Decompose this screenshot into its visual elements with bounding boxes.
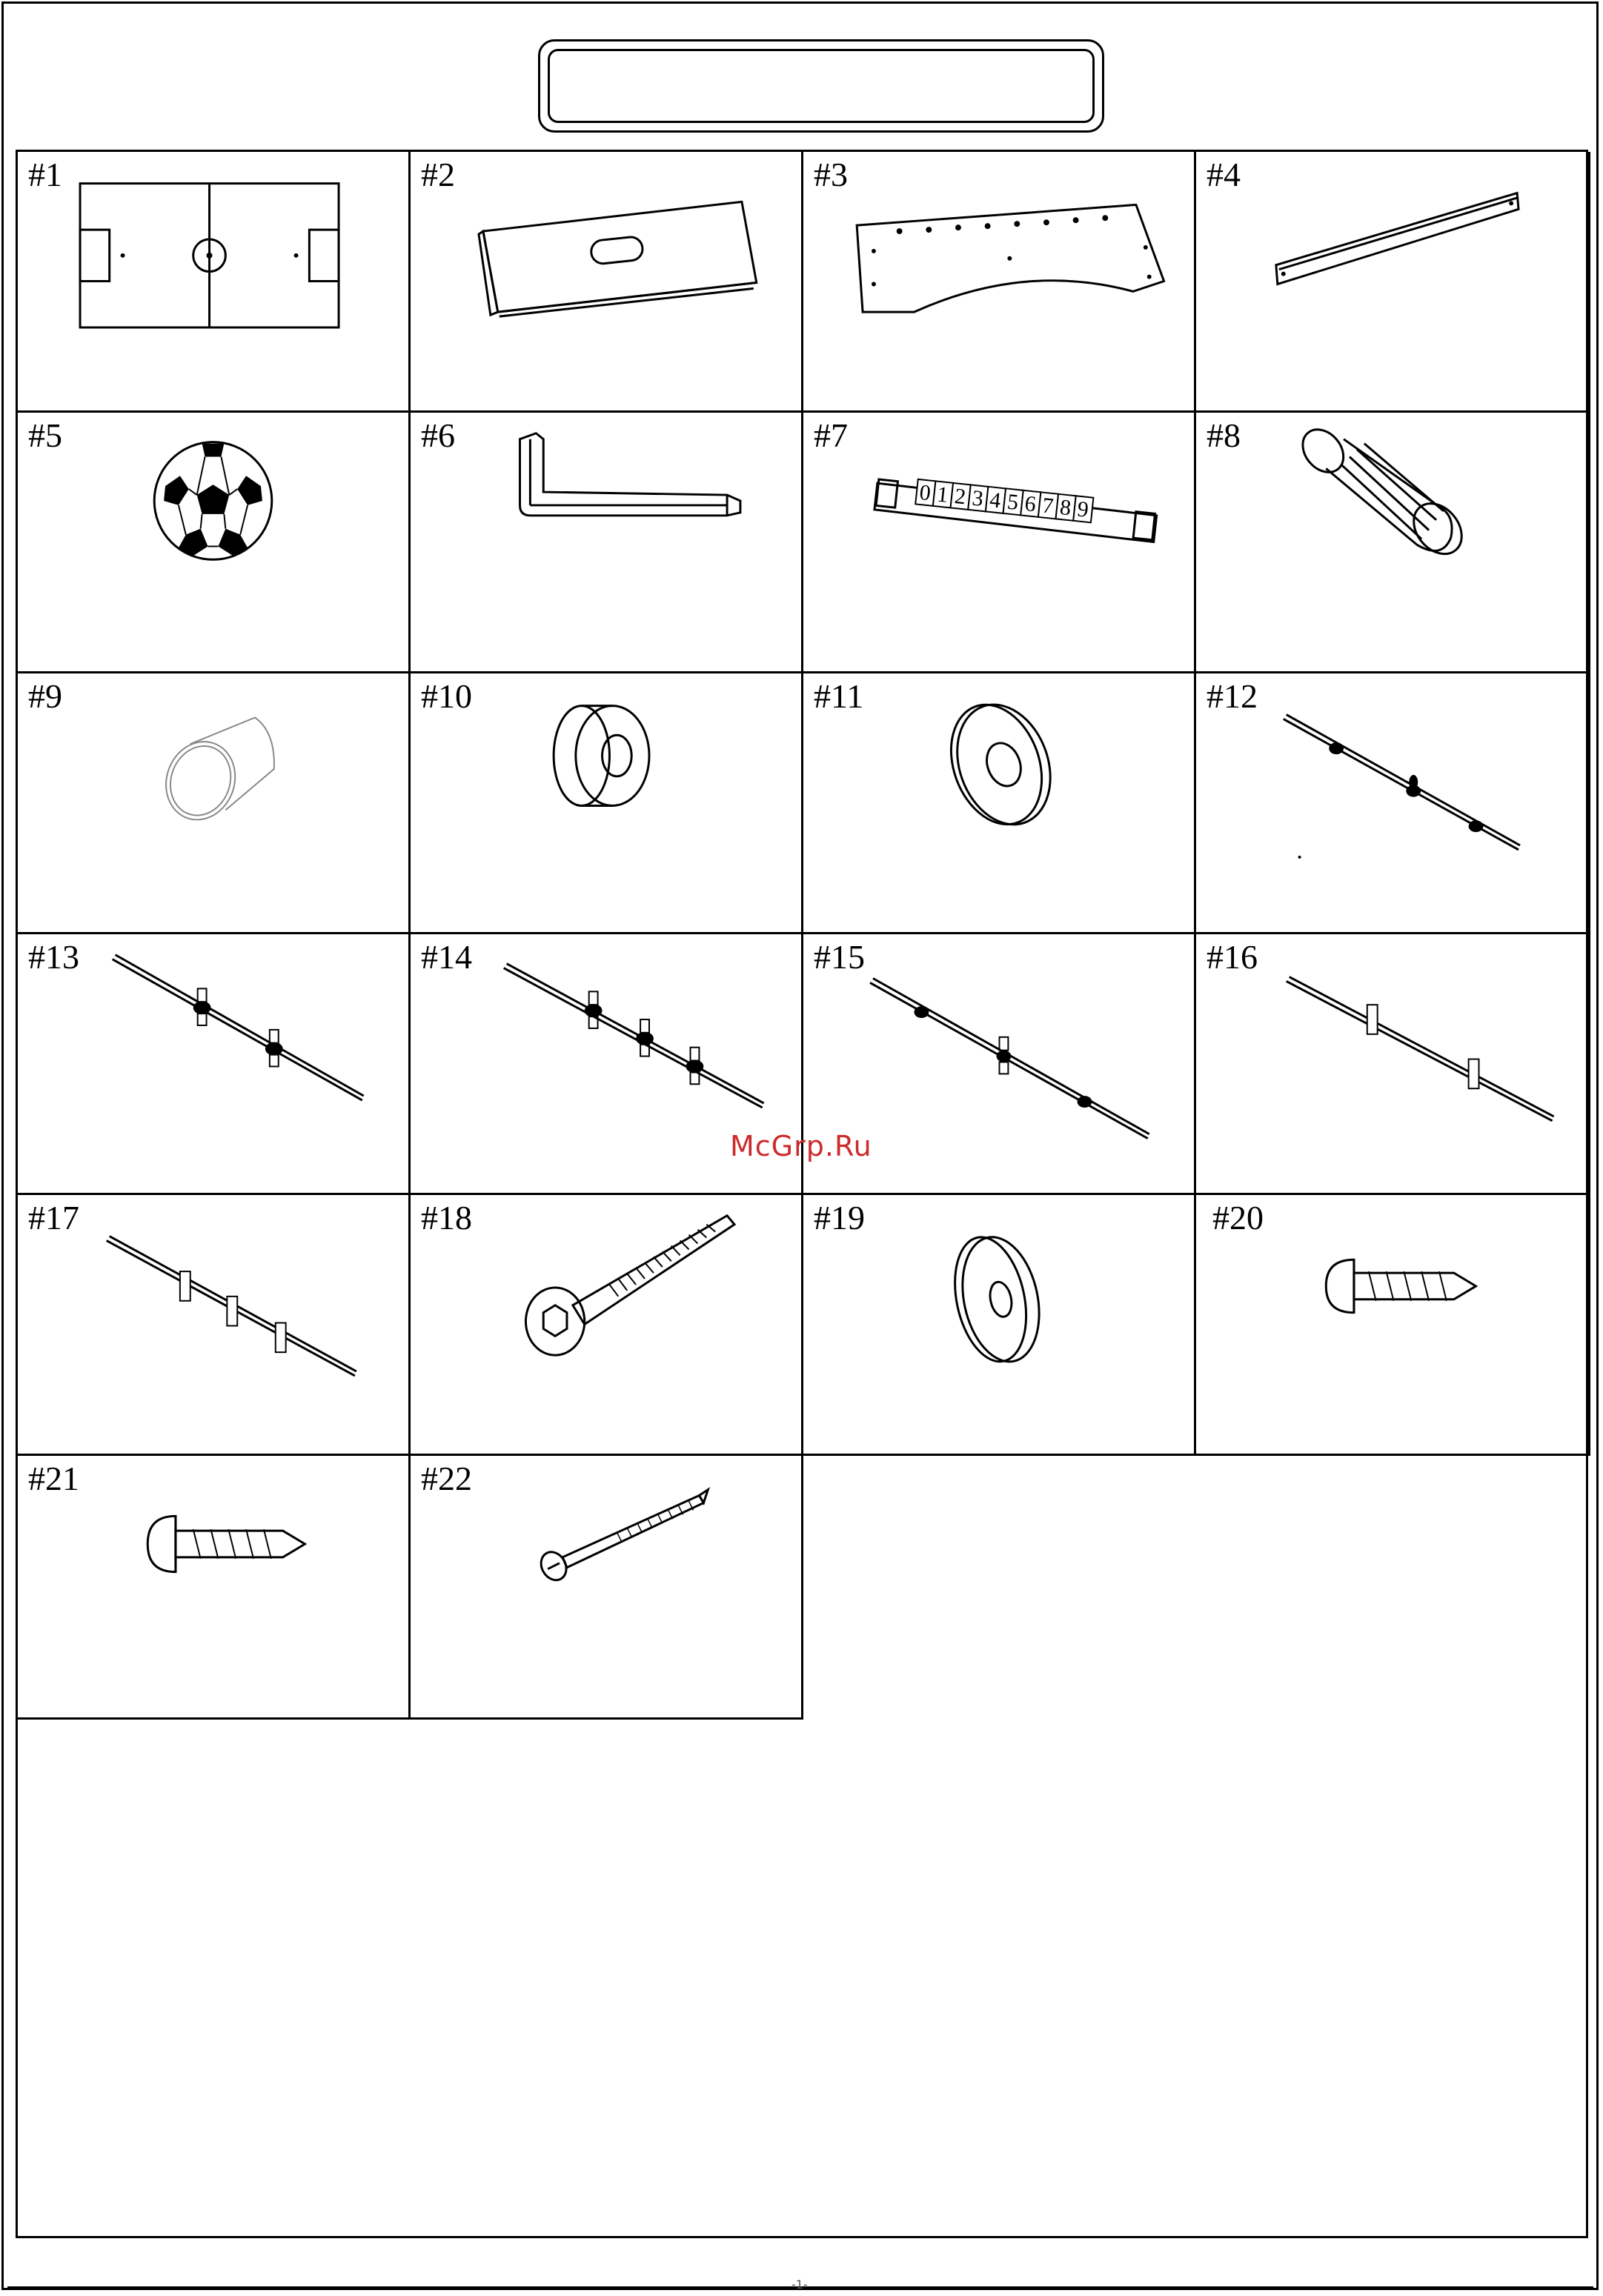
part-cell-12 bbox=[1196, 673, 1590, 934]
part-cell-11 bbox=[803, 673, 1196, 934]
part-cell-21 bbox=[18, 1456, 411, 1720]
part-cell-18 bbox=[411, 1195, 803, 1456]
part-label-12: #12 bbox=[1207, 677, 1258, 715]
bumper-icon bbox=[18, 673, 408, 932]
side-panel-icon bbox=[803, 152, 1194, 410]
title-box bbox=[538, 39, 1104, 133]
rod-icon bbox=[1196, 673, 1588, 932]
score-counter-icon bbox=[803, 413, 1194, 671]
page-number: -1- bbox=[791, 2277, 808, 2292]
part-cell-7 bbox=[803, 413, 1196, 673]
title-box-inner bbox=[548, 49, 1095, 123]
score-digit-3: 3 bbox=[971, 485, 985, 511]
part-cell-3 bbox=[803, 152, 1196, 413]
part-label-22: #22 bbox=[421, 1460, 472, 1497]
score-digit-8: 8 bbox=[1058, 494, 1072, 521]
screw-icon bbox=[18, 1456, 408, 1717]
handle-icon bbox=[1196, 413, 1588, 671]
rod-icon bbox=[18, 934, 408, 1193]
part-label-8: #8 bbox=[1207, 416, 1241, 454]
part-label-19: #19 bbox=[814, 1199, 865, 1237]
part-label-18: #18 bbox=[421, 1199, 472, 1237]
part-label-10: #10 bbox=[421, 677, 472, 715]
part-cell-20 bbox=[1196, 1195, 1590, 1456]
part-label-14: #14 bbox=[421, 938, 472, 976]
end-panel-icon bbox=[411, 152, 801, 410]
part-label-20: #20 bbox=[1212, 1199, 1264, 1237]
ball-icon bbox=[18, 413, 408, 671]
score-digit-5: 5 bbox=[1006, 489, 1020, 515]
part-cell-19 bbox=[803, 1195, 1196, 1456]
washer-ring-icon bbox=[411, 673, 801, 932]
part-cell-13 bbox=[18, 934, 411, 1195]
part-label-11: #11 bbox=[814, 677, 864, 715]
flat-washer-icon bbox=[803, 673, 1194, 932]
score-digit-1: 1 bbox=[935, 482, 950, 508]
screw-icon bbox=[1196, 1195, 1588, 1454]
part-label-9: #9 bbox=[28, 677, 62, 715]
part-label-15: #15 bbox=[814, 938, 865, 976]
part-label-2: #2 bbox=[421, 156, 455, 193]
score-digit-2: 2 bbox=[953, 484, 967, 510]
long-screw-icon bbox=[411, 1456, 801, 1717]
score-digit-7: 7 bbox=[1041, 493, 1055, 519]
part-label-13: #13 bbox=[28, 938, 79, 976]
cross-bar-icon bbox=[1196, 152, 1588, 410]
part-cell-4 bbox=[1196, 152, 1590, 413]
part-cell-2 bbox=[411, 152, 803, 413]
part-label-4: #4 bbox=[1207, 156, 1241, 193]
score-digit-0: 0 bbox=[918, 480, 932, 506]
part-label-1: #1 bbox=[28, 156, 62, 193]
part-cell-17 bbox=[18, 1195, 411, 1456]
part-cell-9 bbox=[18, 673, 411, 934]
part-label-5: #5 bbox=[28, 416, 62, 454]
score-digit-9: 9 bbox=[1076, 496, 1090, 522]
part-cell-6 bbox=[411, 413, 803, 673]
rod-icon bbox=[1196, 934, 1588, 1193]
score-digit-4: 4 bbox=[988, 488, 1003, 513]
allen-key-icon bbox=[411, 413, 801, 671]
part-cell-1 bbox=[18, 152, 411, 413]
part-cell-16 bbox=[1196, 934, 1590, 1195]
part-cell-8 bbox=[1196, 413, 1590, 673]
part-label-7: #7 bbox=[814, 416, 848, 454]
score-digit-6: 6 bbox=[1023, 490, 1038, 517]
part-cell-5 bbox=[18, 413, 411, 673]
part-label-17: #17 bbox=[28, 1199, 79, 1237]
bolt-icon bbox=[411, 1195, 801, 1454]
part-cell-10 bbox=[411, 673, 803, 934]
part-label-16: #16 bbox=[1207, 938, 1258, 976]
part-cell-22 bbox=[411, 1456, 803, 1720]
watermark: McGrp.Ru bbox=[730, 1130, 872, 1162]
rod-icon bbox=[18, 1195, 408, 1454]
part-label-6: #6 bbox=[421, 416, 455, 454]
part-label-3: #3 bbox=[814, 156, 848, 193]
playfield-icon bbox=[18, 152, 408, 410]
part-label-21: #21 bbox=[28, 1460, 79, 1497]
parts-grid bbox=[16, 150, 1588, 2238]
washer-icon bbox=[803, 1195, 1194, 1454]
